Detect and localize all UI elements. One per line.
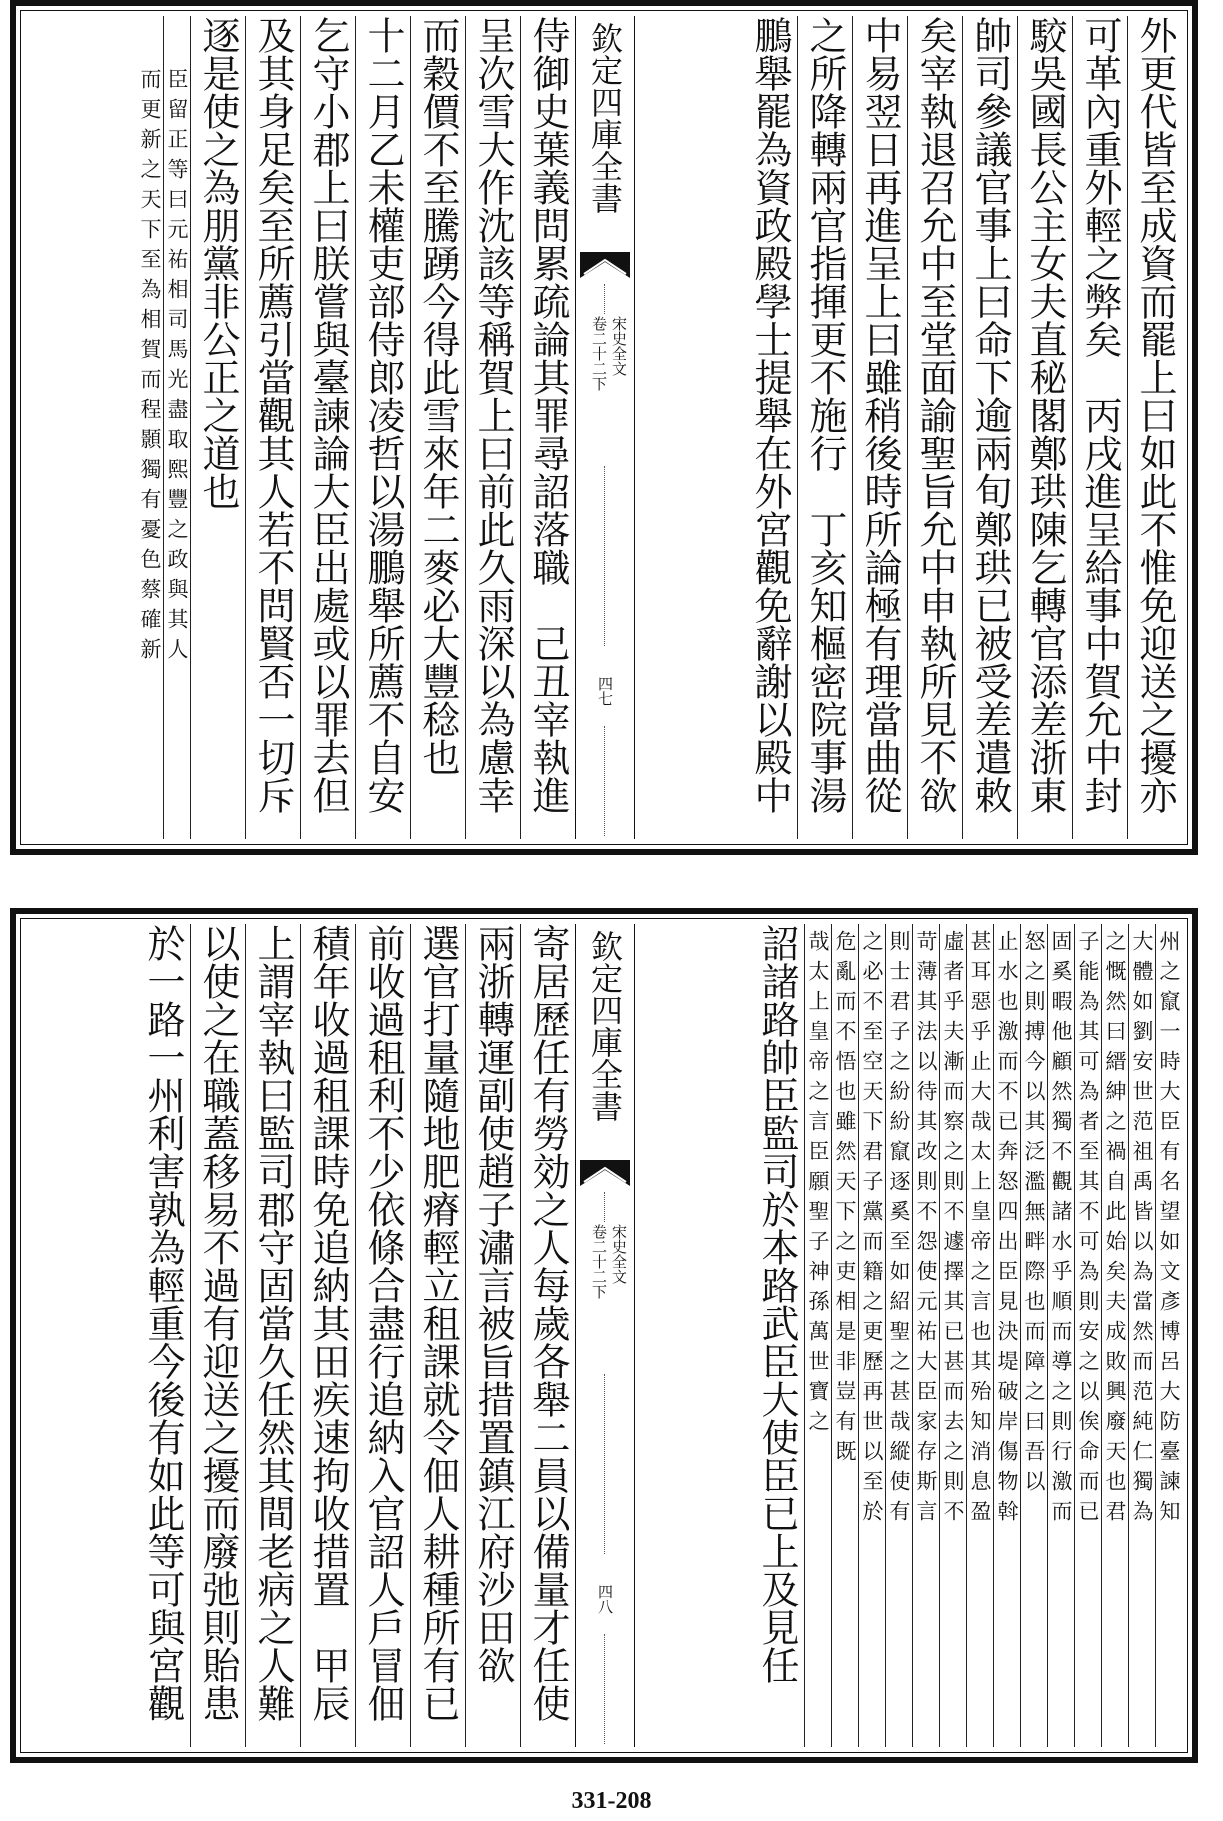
commentary-column: 則士君子之紛紛竄逐奚至如紹聖之甚哉縱使有: [885, 924, 912, 1747]
commentary-column: 甚耳惡乎止大哉太上皇帝之言也其殆知消息盈: [966, 924, 993, 1747]
text-column: 以使之在職蓋移易不過有迎送之擾而廢弛則貽患: [190, 924, 245, 1747]
fold-volume: 卷二十二下: [590, 1224, 608, 1299]
commentary-column: 臣留正等曰元祐相司馬光盡取熙豐之政與其人: [163, 16, 190, 839]
text-column: 寄居歷任有勞効之人每歲各舉二員以備量才任使: [520, 924, 575, 1747]
fold-page-number: 四八: [596, 1584, 614, 1614]
text-column: 而穀價不至騰踴今得此雪來年二麥必大豐稔也: [410, 16, 465, 839]
text-column: 駮吳國長公主女夫直秘閣鄭珙陳乞轉官添差浙東: [1017, 16, 1072, 839]
text-column: 於一路一州利害孰為輕重今後有如此等可與宮觀: [141, 924, 185, 1722]
fold-book-title: 宋史全文: [610, 1224, 628, 1284]
dotted-line: [604, 1192, 607, 1222]
text-column: 選官打量隨地肥瘠輕立租課就令佃人耕種所有已: [410, 924, 465, 1747]
text-column: 帥司參議官事上曰命下逾兩旬鄭珙已被受差遣敕: [962, 16, 1017, 839]
text-column: 侍御史葉義問累疏論其罪尋詔落職 己丑宰執進: [520, 16, 575, 839]
page-footer-number: 331-208: [571, 1788, 652, 1814]
dotted-line: [604, 1634, 607, 1744]
text-column: 乞守小郡上曰朕嘗與臺諫論大臣出處或以罪去但: [300, 16, 355, 839]
commentary-column: 之必不至空天下君子黨而籍之更歷再世以至於: [858, 924, 885, 1747]
text-column: 之所降轉兩官指揮更不施行 丁亥知樞密院事湯: [797, 16, 852, 839]
dotted-line: [604, 284, 607, 314]
text-column: 積年收過租課時免追納其田疾速拘收措置 甲辰: [300, 924, 355, 1747]
commentary-column: 哉太上皇帝之言臣願聖子神孫萬世寶之: [804, 924, 831, 1747]
text-column: 兩浙轉運副使趙子潚言被旨措置鎮江府沙田欲: [465, 924, 520, 1747]
text-column: 鵬舉罷為資政殿學士提舉在外宮觀免辭謝以殿中: [748, 16, 792, 814]
text-column: 矣宰執退召允中至堂面諭聖旨允中申執所見不欲: [907, 16, 962, 839]
left-page: [26, 924, 575, 1747]
fold-info: [582, 316, 628, 456]
sheet-bottom: [10, 908, 1198, 1763]
right-page: [633, 924, 1182, 1747]
fishtail-mark-icon: [580, 1160, 630, 1186]
fold-volume: 卷二十二下: [590, 316, 608, 391]
text-column: 及其身足矣至所薦引當觀其人若不問賢否一切斥: [245, 16, 300, 839]
commentary-column: 危亂而不悟也雖然天下之吏相是非豈有既: [831, 924, 858, 1747]
fold-title: 欽定四庫全書: [586, 930, 624, 1122]
commentary-column: 虛者乎夫漸而察之則不遽擇其已甚而去之則不: [939, 924, 966, 1747]
sheet-top: [10, 0, 1198, 855]
fold-margin: [575, 16, 635, 839]
text-column: 呈次雪大作沈該等稱賀上曰前此久雨深以為慮幸: [465, 16, 520, 839]
text-column: 逐是使之為朋黨非公正之道也: [190, 16, 245, 839]
commentary-column: 怒之則搏今以其泛濫無畔際也而障之曰吾以: [1020, 924, 1047, 1747]
commentary-column: 而更新之天下至為相賀而程顥獨有憂色蔡確新: [138, 68, 162, 668]
commentary-column: 大體如劉安世范祖禹皆以為當然而范純仁獨為: [1128, 924, 1155, 1747]
left-page: [26, 16, 575, 839]
text-column: 上謂宰執曰監司郡守固當久任然其間老病之人難: [245, 924, 300, 1747]
commentary-column: 州之竄一時大臣有名望如文彥博呂大防臺諫知: [1155, 924, 1182, 1747]
commentary-column: 之慨然曰縉紳之禍自此始矣夫成敗興廢天也君: [1101, 924, 1128, 1747]
commentary-column: 苛薄其法以待其改則不怨使元祐大臣家存斯言: [912, 924, 939, 1747]
text-column: 可革內重外輕之弊矣 丙戌進呈給事中賀允中封: [1072, 16, 1127, 839]
commentary-column: 止水也激而不已奔怒四出臣見決堤破岸傷物斡: [993, 924, 1020, 1747]
fishtail-mark-icon: [580, 252, 630, 278]
commentary-column: 子能為其可為者至其不可為則安之以俟命而已: [1074, 924, 1101, 1747]
dotted-line: [604, 1374, 607, 1554]
dotted-line: [604, 466, 607, 646]
fold-info: [582, 1224, 628, 1364]
text-column: 十二月乙未權吏部侍郎凌哲以湯鵬舉所薦不自安: [355, 16, 410, 839]
fold-title: 欽定四庫全書: [586, 22, 624, 214]
text-column: 前收過租利不少依條合盡行追納入官詔人戶冒佃: [355, 924, 410, 1747]
text-column: 詔諸路帥臣監司於本路武臣大使臣已上及見任: [755, 924, 799, 1684]
commentary-column: 固奚暇他顧然獨不觀諸水乎順而導之則行激而: [1047, 924, 1074, 1747]
text-column: 外更代皆至成資而罷上曰如此不惟免迎送之擾亦: [1127, 16, 1182, 839]
fold-book-title: 宋史全文: [610, 316, 628, 376]
right-page: [633, 16, 1182, 839]
text-column: 中易翌日再進呈上曰雖稍後時所論極有理當曲從: [852, 16, 907, 839]
fold-margin: [575, 924, 635, 1747]
dotted-line: [604, 726, 607, 836]
fold-page-number: 四七: [596, 676, 614, 706]
